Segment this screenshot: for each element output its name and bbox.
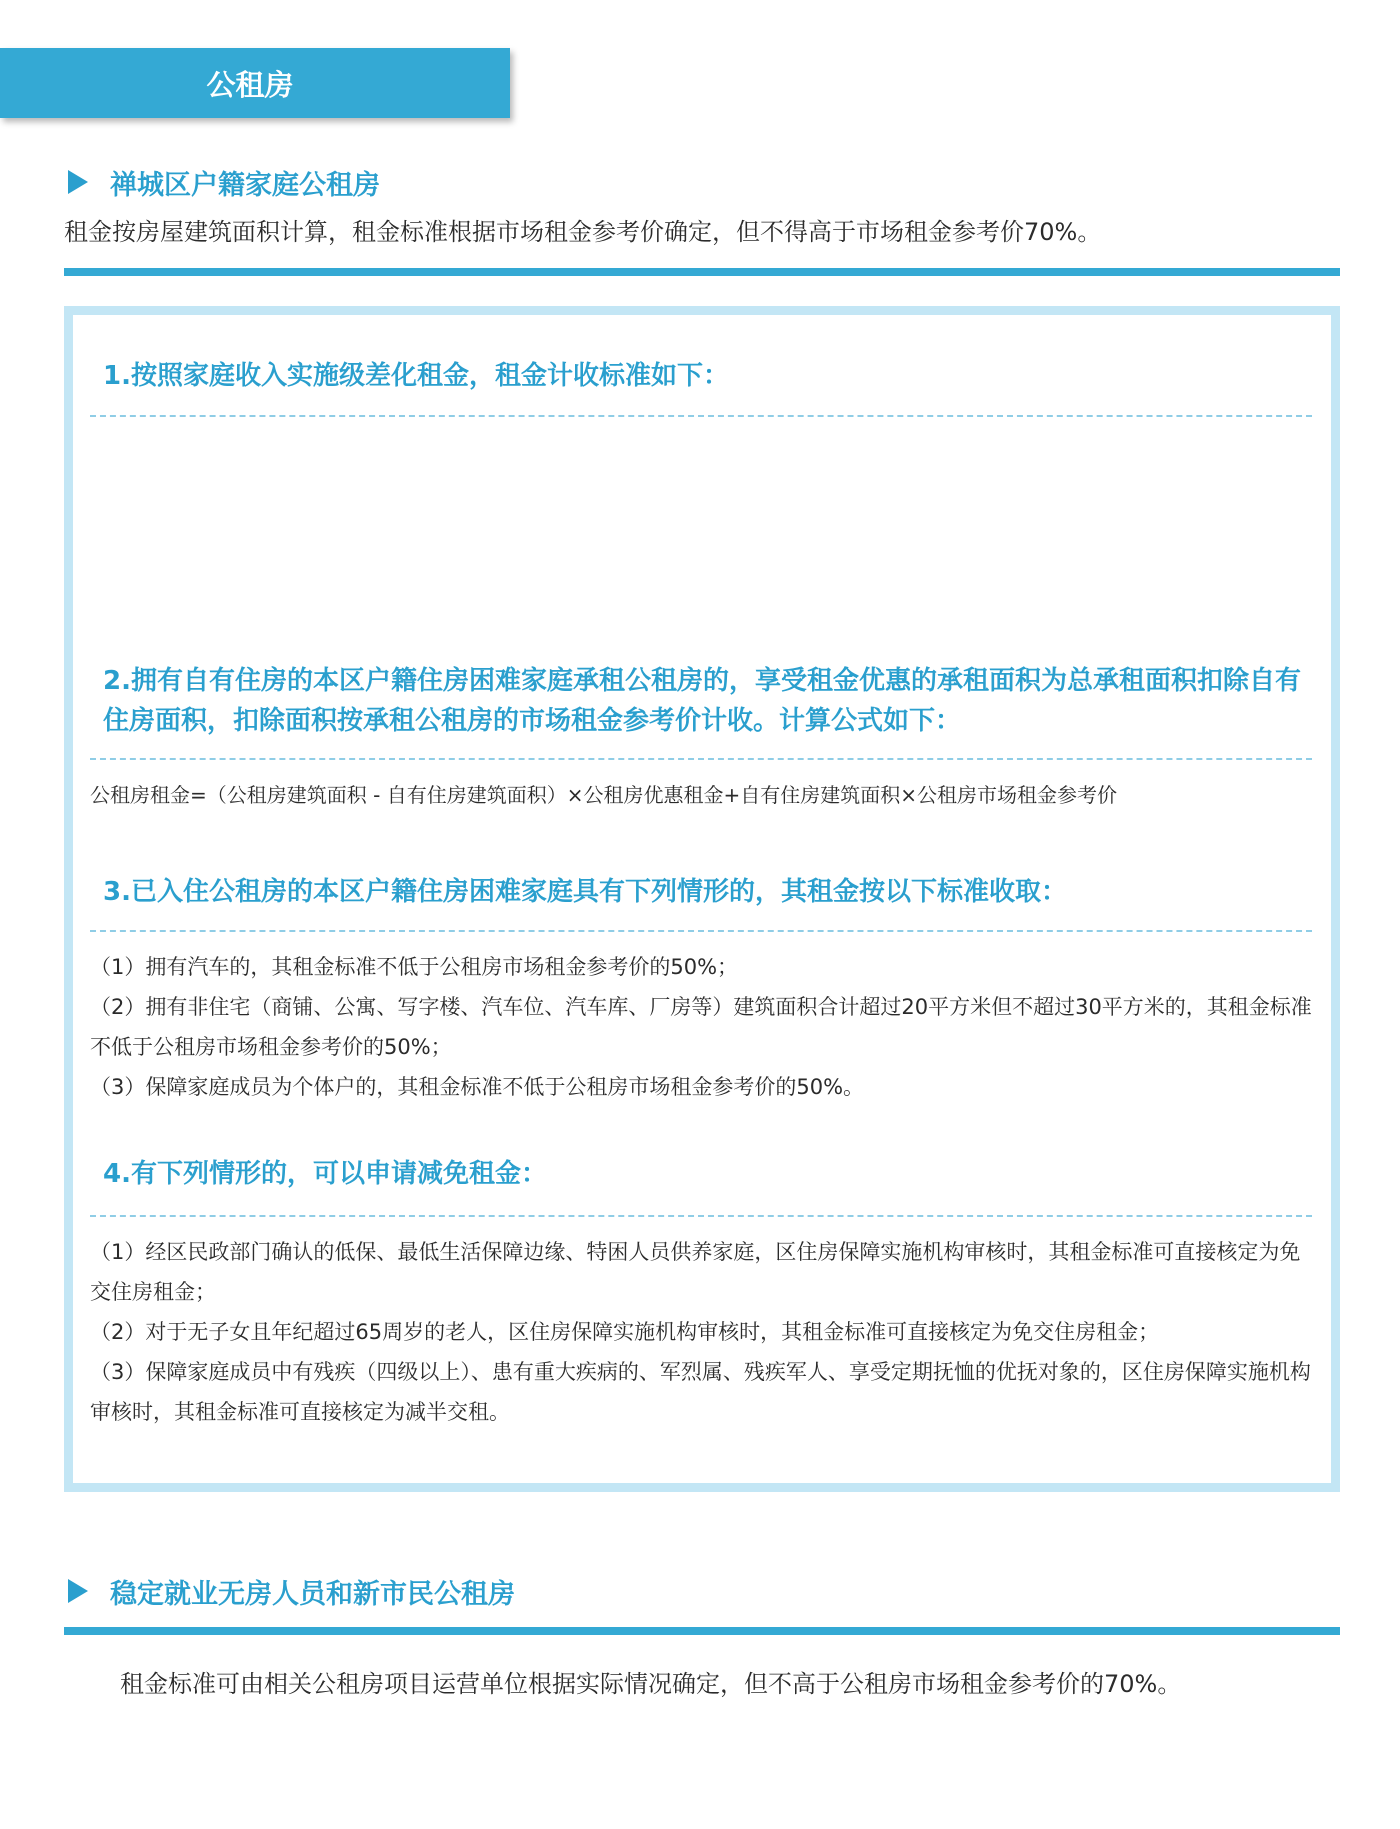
rule-list-3 — [90, 947, 1320, 1107]
section-heading-label: 禅城区户籍家庭公租房 — [110, 169, 380, 201]
section-description: 租金标准可由相关公租房项目运营单位根据实际情况确定，但不高于公租房市场租金参考价的70%。 — [72, 1670, 1182, 1698]
list-item: （2）对于无子女且年纪超过65周岁的老人，区住房保障实施机构审核时，其租金标准可直接核定为免交住房租金； — [90, 1320, 1160, 1344]
rent-rules-box — [64, 306, 1340, 1492]
rule-heading-3: 3.已入住公租房的本区户籍住房困难家庭具有下列情形的，其租金按以下标准收取： — [103, 877, 1067, 907]
section-description: 租金按房屋建筑面积计算，租金标准根据市场租金参考价确定，但不得高于市场租金参考价70%。 — [64, 218, 1102, 246]
section-divider — [64, 1627, 1340, 1635]
play-triangle-icon — [68, 170, 88, 194]
banner-title: 公租房 — [206, 67, 294, 102]
play-triangle-icon — [68, 1579, 88, 1603]
list-item: （2）拥有非住宅（商铺、公寓、写字楼、汽车位、汽车库、厂房等）建筑面积合计超过20平方米但不超过30平方米的，其租金标准不低于公租房市场租金参考价的50%； — [90, 995, 1312, 1059]
list-item: （1）经区民政部门确认的低保、最低生活保障边缘、特困人员供养家庭，区住房保障实施机构审核时，其租金标准可直接核定为免交住房租金； — [90, 1240, 1301, 1304]
list-item: （3）保障家庭成员为个体户的，其租金标准不低于公租房市场租金参考价的50%。 — [90, 1075, 865, 1099]
section-divider — [64, 268, 1340, 276]
section-heading-label: 稳定就业无房人员和新市民公租房 — [110, 1578, 515, 1610]
rule-list-4 — [90, 1232, 1320, 1432]
section-heading-new-citizens — [68, 1571, 515, 1611]
dashed-divider — [90, 930, 1312, 932]
dashed-divider — [90, 1215, 1312, 1217]
rule-heading-1: 1.按照家庭收入实施级差化租金，租金计收标准如下： — [103, 361, 729, 391]
rule-heading-4: 4.有下列情形的，可以申请减免租金： — [103, 1159, 547, 1189]
dashed-divider — [90, 415, 1312, 417]
page-banner — [0, 48, 510, 118]
rule-heading-2: 2.拥有自有住房的本区户籍住房困难家庭承租公租房的，享受租金优惠的承租面积为总承租面积扣除自有住房面积，扣除面积按承租公租房的市场租金参考价计收。计算公式如下： — [103, 666, 1301, 736]
list-item: （3）保障家庭成员中有残疾（四级以上）、患有重大疾病的、军烈属、残疾军人、享受定期抚恤的优抚对象的，区住房保障实施机构审核时，其租金标准可直接核定为减半交租。 — [90, 1360, 1311, 1424]
rent-formula: 公租房租金=（公租房建筑面积 - 自有住房建筑面积）×公租房优惠租金+自有住房建筑面积×公租房市场租金参考价 — [90, 783, 1117, 807]
list-item: （1）拥有汽车的，其租金标准不低于公租房市场租金参考价的50%； — [90, 955, 739, 979]
section-heading-chancheng — [68, 162, 380, 202]
dashed-divider — [90, 758, 1312, 760]
